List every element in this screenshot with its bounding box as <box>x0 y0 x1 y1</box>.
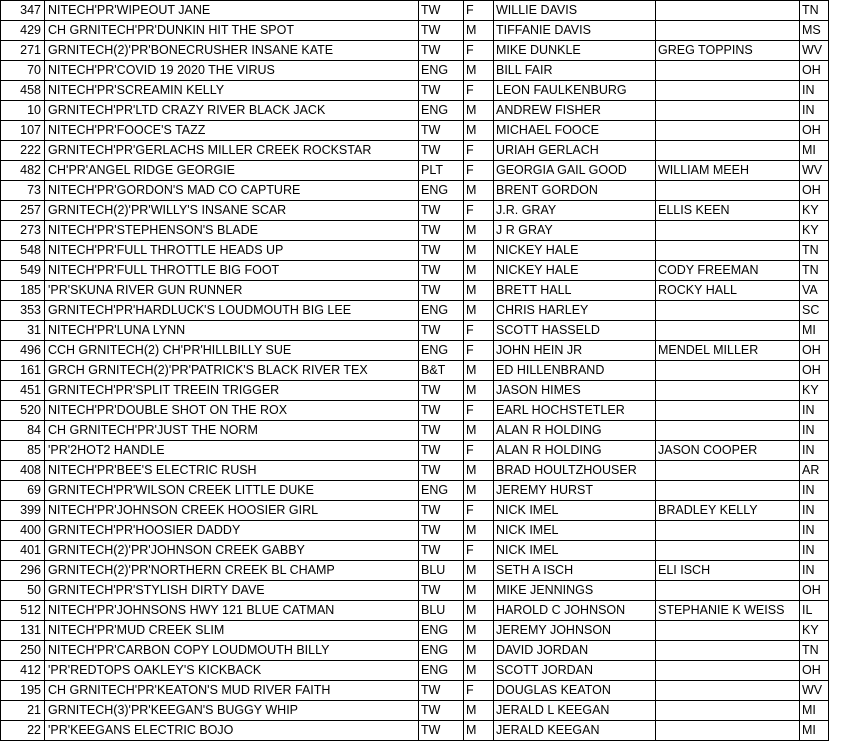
co-owner-cell: STEPHANIE K WEISS <box>656 601 800 621</box>
dog-name-cell: NITECH'PR'SCREAMIN KELLY <box>45 81 419 101</box>
table-row <box>1 281 829 301</box>
entry-number-cell: 257 <box>1 201 45 221</box>
co-owner-cell <box>656 401 800 421</box>
entry-number-cell: 222 <box>1 141 45 161</box>
entry-number-cell: 22 <box>1 721 45 741</box>
co-owner-cell <box>656 621 800 641</box>
owner-cell: BILL FAIR <box>494 61 656 81</box>
breed-cell: TW <box>419 701 464 721</box>
owner-cell: NICK IMEL <box>494 521 656 541</box>
co-owner-cell <box>656 461 800 481</box>
sex-cell: M <box>464 481 494 501</box>
entry-number-cell: 408 <box>1 461 45 481</box>
co-owner-cell <box>656 581 800 601</box>
table-row <box>1 541 829 561</box>
dog-name-cell: NITECH'PR'FOOCE'S TAZZ <box>45 121 419 141</box>
sex-cell: F <box>464 501 494 521</box>
owner-cell: SCOTT JORDAN <box>494 661 656 681</box>
table-row <box>1 101 829 121</box>
owner-cell: JASON HIMES <box>494 381 656 401</box>
co-owner-cell <box>656 181 800 201</box>
owner-cell: JOHN HEIN JR <box>494 341 656 361</box>
state-cell: OH <box>800 61 829 81</box>
owner-cell: DOUGLAS KEATON <box>494 681 656 701</box>
table-row <box>1 701 829 721</box>
table-row <box>1 621 829 641</box>
breed-cell: TW <box>419 461 464 481</box>
dog-name-cell: CH'PR'ANGEL RIDGE GEORGIE <box>45 161 419 181</box>
breed-cell: PLT <box>419 161 464 181</box>
breed-cell: ENG <box>419 661 464 681</box>
state-cell: WV <box>800 681 829 701</box>
owner-cell: J R GRAY <box>494 221 656 241</box>
table-row <box>1 221 829 241</box>
dog-name-cell: GRNITECH(3)'PR'KEEGAN'S BUGGY WHIP <box>45 701 419 721</box>
state-cell: KY <box>800 621 829 641</box>
dog-name-cell: NITECH'PR'BEE'S ELECTRIC RUSH <box>45 461 419 481</box>
entry-number-cell: 451 <box>1 381 45 401</box>
breed-cell: TW <box>419 721 464 741</box>
owner-cell: LEON FAULKENBURG <box>494 81 656 101</box>
state-cell: IN <box>800 81 829 101</box>
sex-cell: M <box>464 581 494 601</box>
co-owner-cell <box>656 701 800 721</box>
sex-cell: M <box>464 381 494 401</box>
owner-cell: NICKEY HALE <box>494 241 656 261</box>
dog-name-cell: NITECH'PR'CARBON COPY LOUDMOUTH BILLY <box>45 641 419 661</box>
table-row <box>1 61 829 81</box>
breed-cell: ENG <box>419 101 464 121</box>
breed-cell: TW <box>419 501 464 521</box>
co-owner-cell <box>656 101 800 121</box>
table-row <box>1 161 829 181</box>
dog-name-cell: 'PR'SKUNA RIVER GUN RUNNER <box>45 281 419 301</box>
breed-cell: ENG <box>419 61 464 81</box>
co-owner-cell <box>656 1 800 21</box>
co-owner-cell <box>656 421 800 441</box>
co-owner-cell <box>656 301 800 321</box>
co-owner-cell <box>656 321 800 341</box>
sex-cell: M <box>464 561 494 581</box>
sex-cell: M <box>464 301 494 321</box>
entry-number-cell: 195 <box>1 681 45 701</box>
sex-cell: M <box>464 61 494 81</box>
entry-number-cell: 31 <box>1 321 45 341</box>
owner-cell: EARL HOCHSTETLER <box>494 401 656 421</box>
table-row <box>1 361 829 381</box>
dog-name-cell: NITECH'PR'FULL THROTTLE HEADS UP <box>45 241 419 261</box>
table-row <box>1 721 829 741</box>
owner-cell: NICK IMEL <box>494 541 656 561</box>
entry-number-cell: 458 <box>1 81 45 101</box>
breed-cell: TW <box>419 401 464 421</box>
sex-cell: M <box>464 101 494 121</box>
owner-cell: WILLIE DAVIS <box>494 1 656 21</box>
entry-number-cell: 412 <box>1 661 45 681</box>
state-cell: AR <box>800 461 829 481</box>
table-row <box>1 421 829 441</box>
state-cell: OH <box>800 361 829 381</box>
owner-cell: MIKE JENNINGS <box>494 581 656 601</box>
sex-cell: F <box>464 441 494 461</box>
entry-number-cell: 548 <box>1 241 45 261</box>
co-owner-cell <box>656 121 800 141</box>
entry-number-cell: 400 <box>1 521 45 541</box>
table-row <box>1 81 829 101</box>
owner-cell: BRAD HOULTZHOUSER <box>494 461 656 481</box>
breed-cell: TW <box>419 381 464 401</box>
breed-cell: B&T <box>419 361 464 381</box>
breed-cell: TW <box>419 681 464 701</box>
state-cell: IN <box>800 441 829 461</box>
dog-name-cell: NITECH'PR'WIPEOUT JANE <box>45 1 419 21</box>
entry-number-cell: 296 <box>1 561 45 581</box>
table-row <box>1 321 829 341</box>
breed-cell: TW <box>419 201 464 221</box>
owner-cell: ALAN R HOLDING <box>494 421 656 441</box>
table-row <box>1 121 829 141</box>
dog-name-cell: GRNITECH'PR'GERLACHS MILLER CREEK ROCKSTAR <box>45 141 419 161</box>
table-row <box>1 481 829 501</box>
dog-name-cell: 'PR'KEEGANS ELECTRIC BOJO <box>45 721 419 741</box>
state-cell: MI <box>800 701 829 721</box>
owner-cell: J.R. GRAY <box>494 201 656 221</box>
dog-name-cell: NITECH'PR'GORDON'S MAD CO CAPTURE <box>45 181 419 201</box>
table-row <box>1 201 829 221</box>
sex-cell: M <box>464 361 494 381</box>
breed-cell: BLU <box>419 561 464 581</box>
sex-cell: M <box>464 641 494 661</box>
entry-number-cell: 85 <box>1 441 45 461</box>
sex-cell: F <box>464 341 494 361</box>
entry-number-cell: 353 <box>1 301 45 321</box>
dog-name-cell: 'PR'REDTOPS OAKLEY'S KICKBACK <box>45 661 419 681</box>
state-cell: SC <box>800 301 829 321</box>
sex-cell: F <box>464 81 494 101</box>
state-cell: IN <box>800 521 829 541</box>
state-cell: IN <box>800 101 829 121</box>
breed-cell: TW <box>419 221 464 241</box>
dog-name-cell: GRCH GRNITECH(2)'PR'PATRICK'S BLACK RIVER TEX <box>45 361 419 381</box>
co-owner-cell <box>656 521 800 541</box>
dog-name-cell: GRNITECH'PR'STYLISH DIRTY DAVE <box>45 581 419 601</box>
entry-number-cell: 399 <box>1 501 45 521</box>
state-cell: TN <box>800 241 829 261</box>
dog-name-cell: NITECH'PR'COVID 19 2020 THE VIRUS <box>45 61 419 81</box>
owner-cell: CHRIS HARLEY <box>494 301 656 321</box>
state-cell: IN <box>800 541 829 561</box>
table-row <box>1 601 829 621</box>
dog-name-cell: GRNITECH(2)'PR'NORTHERN CREEK BL CHAMP <box>45 561 419 581</box>
co-owner-cell <box>656 641 800 661</box>
entry-number-cell: 482 <box>1 161 45 181</box>
breed-cell: TW <box>419 81 464 101</box>
breed-cell: TW <box>419 421 464 441</box>
sex-cell: M <box>464 21 494 41</box>
sex-cell: M <box>464 461 494 481</box>
breed-cell: TW <box>419 1 464 21</box>
owner-cell: BRENT GORDON <box>494 181 656 201</box>
entry-number-cell: 70 <box>1 61 45 81</box>
state-cell: IN <box>800 481 829 501</box>
table-row <box>1 21 829 41</box>
owner-cell: JERALD L KEEGAN <box>494 701 656 721</box>
breed-cell: ENG <box>419 641 464 661</box>
co-owner-cell: MENDEL MILLER <box>656 341 800 361</box>
entry-number-cell: 50 <box>1 581 45 601</box>
co-owner-cell <box>656 221 800 241</box>
dog-name-cell: CH GRNITECH'PR'DUNKIN HIT THE SPOT <box>45 21 419 41</box>
owner-cell: HAROLD C JOHNSON <box>494 601 656 621</box>
co-owner-cell: ROCKY HALL <box>656 281 800 301</box>
breed-cell: TW <box>419 541 464 561</box>
co-owner-cell <box>656 381 800 401</box>
dog-name-cell: CH GRNITECH'PR'KEATON'S MUD RIVER FAITH <box>45 681 419 701</box>
state-cell: WV <box>800 161 829 181</box>
sex-cell: F <box>464 201 494 221</box>
owner-cell: JEREMY HURST <box>494 481 656 501</box>
dog-name-cell: GRNITECH(2)'PR'WILLY'S INSANE SCAR <box>45 201 419 221</box>
entry-number-cell: 69 <box>1 481 45 501</box>
state-cell: OH <box>800 181 829 201</box>
owner-cell: NICKEY HALE <box>494 261 656 281</box>
state-cell: IN <box>800 501 829 521</box>
state-cell: TN <box>800 641 829 661</box>
table-row <box>1 241 829 261</box>
co-owner-cell: ELLIS KEEN <box>656 201 800 221</box>
dog-name-cell: GRNITECH'PR'HARDLUCK'S LOUDMOUTH BIG LEE <box>45 301 419 321</box>
dog-name-cell: NITECH'PR'STEPHENSON'S BLADE <box>45 221 419 241</box>
dog-name-cell: GRNITECH(2)'PR'JOHNSON CREEK GABBY <box>45 541 419 561</box>
breed-cell: ENG <box>419 481 464 501</box>
table-row <box>1 581 829 601</box>
table-row <box>1 261 829 281</box>
breed-cell: ENG <box>419 341 464 361</box>
state-cell: OH <box>800 661 829 681</box>
dog-name-cell: NITECH'PR'DOUBLE SHOT ON THE ROX <box>45 401 419 421</box>
breed-cell: TW <box>419 241 464 261</box>
table-row <box>1 681 829 701</box>
state-cell: MI <box>800 321 829 341</box>
breed-cell: TW <box>419 261 464 281</box>
sex-cell: F <box>464 141 494 161</box>
owner-cell: GEORGIA GAIL GOOD <box>494 161 656 181</box>
table-row <box>1 141 829 161</box>
entry-number-cell: 250 <box>1 641 45 661</box>
co-owner-cell: GREG TOPPINS <box>656 41 800 61</box>
co-owner-cell: CODY FREEMAN <box>656 261 800 281</box>
breed-cell: TW <box>419 21 464 41</box>
owner-cell: TIFFANIE DAVIS <box>494 21 656 41</box>
sex-cell: F <box>464 401 494 421</box>
state-cell: TN <box>800 261 829 281</box>
state-cell: TN <box>800 1 829 21</box>
sex-cell: M <box>464 601 494 621</box>
co-owner-cell <box>656 81 800 101</box>
sex-cell: M <box>464 181 494 201</box>
entry-number-cell: 131 <box>1 621 45 641</box>
sex-cell: M <box>464 281 494 301</box>
dog-name-cell: CH GRNITECH'PR'JUST THE NORM <box>45 421 419 441</box>
dog-name-cell: NITECH'PR'JOHNSONS HWY 121 BLUE CATMAN <box>45 601 419 621</box>
table-row <box>1 341 829 361</box>
entry-number-cell: 273 <box>1 221 45 241</box>
table-body <box>1 1 829 741</box>
breed-cell: ENG <box>419 301 464 321</box>
table-row <box>1 401 829 421</box>
state-cell: OH <box>800 121 829 141</box>
dog-name-cell: GRNITECH'PR'SPLIT TREEIN TRIGGER <box>45 381 419 401</box>
entry-number-cell: 549 <box>1 261 45 281</box>
state-cell: IL <box>800 601 829 621</box>
co-owner-cell: ELI ISCH <box>656 561 800 581</box>
breed-cell: TW <box>419 521 464 541</box>
entry-number-cell: 401 <box>1 541 45 561</box>
breed-cell: ENG <box>419 181 464 201</box>
table-row <box>1 501 829 521</box>
entry-number-cell: 84 <box>1 421 45 441</box>
co-owner-cell <box>656 721 800 741</box>
owner-cell: NICK IMEL <box>494 501 656 521</box>
breed-cell: TW <box>419 321 464 341</box>
dog-name-cell: NITECH'PR'FULL THROTTLE BIG FOOT <box>45 261 419 281</box>
breed-cell: ENG <box>419 621 464 641</box>
state-cell: OH <box>800 341 829 361</box>
dog-name-cell: NITECH'PR'LUNA LYNN <box>45 321 419 341</box>
sex-cell: F <box>464 681 494 701</box>
dog-name-cell: GRNITECH'PR'WILSON CREEK LITTLE DUKE <box>45 481 419 501</box>
sex-cell: M <box>464 121 494 141</box>
sex-cell: M <box>464 701 494 721</box>
co-owner-cell <box>656 361 800 381</box>
entry-number-cell: 271 <box>1 41 45 61</box>
sex-cell: F <box>464 541 494 561</box>
co-owner-cell: BRADLEY KELLY <box>656 501 800 521</box>
entry-number-cell: 347 <box>1 1 45 21</box>
state-cell: IN <box>800 421 829 441</box>
owner-cell: JERALD KEEGAN <box>494 721 656 741</box>
state-cell: OH <box>800 581 829 601</box>
sex-cell: M <box>464 661 494 681</box>
owner-cell: URIAH GERLACH <box>494 141 656 161</box>
state-cell: MI <box>800 721 829 741</box>
table-row <box>1 1 829 21</box>
state-cell: IN <box>800 561 829 581</box>
co-owner-cell <box>656 681 800 701</box>
owner-cell: BRETT HALL <box>494 281 656 301</box>
entry-number-cell: 512 <box>1 601 45 621</box>
state-cell: KY <box>800 381 829 401</box>
co-owner-cell: JASON COOPER <box>656 441 800 461</box>
sex-cell: M <box>464 261 494 281</box>
owner-cell: SCOTT HASSELD <box>494 321 656 341</box>
owner-cell: DAVID JORDAN <box>494 641 656 661</box>
entry-number-cell: 429 <box>1 21 45 41</box>
breed-cell: TW <box>419 41 464 61</box>
sex-cell: M <box>464 221 494 241</box>
table-row <box>1 381 829 401</box>
sex-cell: F <box>464 41 494 61</box>
sex-cell: M <box>464 621 494 641</box>
breed-cell: TW <box>419 581 464 601</box>
entry-number-cell: 496 <box>1 341 45 361</box>
entry-number-cell: 10 <box>1 101 45 121</box>
sex-cell: M <box>464 721 494 741</box>
state-cell: VA <box>800 281 829 301</box>
co-owner-cell <box>656 61 800 81</box>
dog-name-cell: GRNITECH'PR'HOOSIER DADDY <box>45 521 419 541</box>
sex-cell: M <box>464 521 494 541</box>
state-cell: IN <box>800 401 829 421</box>
state-cell: KY <box>800 201 829 221</box>
entry-number-cell: 107 <box>1 121 45 141</box>
state-cell: WV <box>800 41 829 61</box>
state-cell: MS <box>800 21 829 41</box>
table-row <box>1 561 829 581</box>
table-row <box>1 641 829 661</box>
dog-name-cell: GRNITECH(2)'PR'BONECRUSHER INSANE KATE <box>45 41 419 61</box>
co-owner-cell <box>656 21 800 41</box>
breed-cell: TW <box>419 441 464 461</box>
table-row <box>1 41 829 61</box>
co-owner-cell <box>656 481 800 501</box>
table-row <box>1 441 829 461</box>
breed-cell: TW <box>419 121 464 141</box>
breed-cell: BLU <box>419 601 464 621</box>
owner-cell: MIKE DUNKLE <box>494 41 656 61</box>
co-owner-cell: WILLIAM MEEH <box>656 161 800 181</box>
table-row <box>1 521 829 541</box>
sex-cell: F <box>464 1 494 21</box>
owner-cell: SETH A ISCH <box>494 561 656 581</box>
owner-cell: MICHAEL FOOCE <box>494 121 656 141</box>
dog-name-cell: NITECH'PR'JOHNSON CREEK HOOSIER GIRL <box>45 501 419 521</box>
sex-cell: M <box>464 241 494 261</box>
owner-cell: ALAN R HOLDING <box>494 441 656 461</box>
owner-cell: ED HILLENBRAND <box>494 361 656 381</box>
entry-number-cell: 520 <box>1 401 45 421</box>
breed-cell: TW <box>419 281 464 301</box>
co-owner-cell <box>656 241 800 261</box>
dog-name-cell: GRNITECH'PR'LTD CRAZY RIVER BLACK JACK <box>45 101 419 121</box>
table-row <box>1 661 829 681</box>
entry-number-cell: 73 <box>1 181 45 201</box>
sex-cell: F <box>464 321 494 341</box>
co-owner-cell <box>656 541 800 561</box>
entry-number-cell: 161 <box>1 361 45 381</box>
co-owner-cell <box>656 661 800 681</box>
table-row <box>1 301 829 321</box>
dog-name-cell: 'PR'2HOT2 HANDLE <box>45 441 419 461</box>
co-owner-cell <box>656 141 800 161</box>
state-cell: KY <box>800 221 829 241</box>
state-cell: MI <box>800 141 829 161</box>
owner-cell: JEREMY JOHNSON <box>494 621 656 641</box>
dog-name-cell: NITECH'PR'MUD CREEK SLIM <box>45 621 419 641</box>
sex-cell: F <box>464 161 494 181</box>
table-row <box>1 461 829 481</box>
breed-cell: TW <box>419 141 464 161</box>
sex-cell: M <box>464 421 494 441</box>
entry-number-cell: 21 <box>1 701 45 721</box>
table-row <box>1 181 829 201</box>
entry-number-cell: 185 <box>1 281 45 301</box>
owner-cell: ANDREW FISHER <box>494 101 656 121</box>
dog-name-cell: CCH GRNITECH(2) CH'PR'HILLBILLY SUE <box>45 341 419 361</box>
